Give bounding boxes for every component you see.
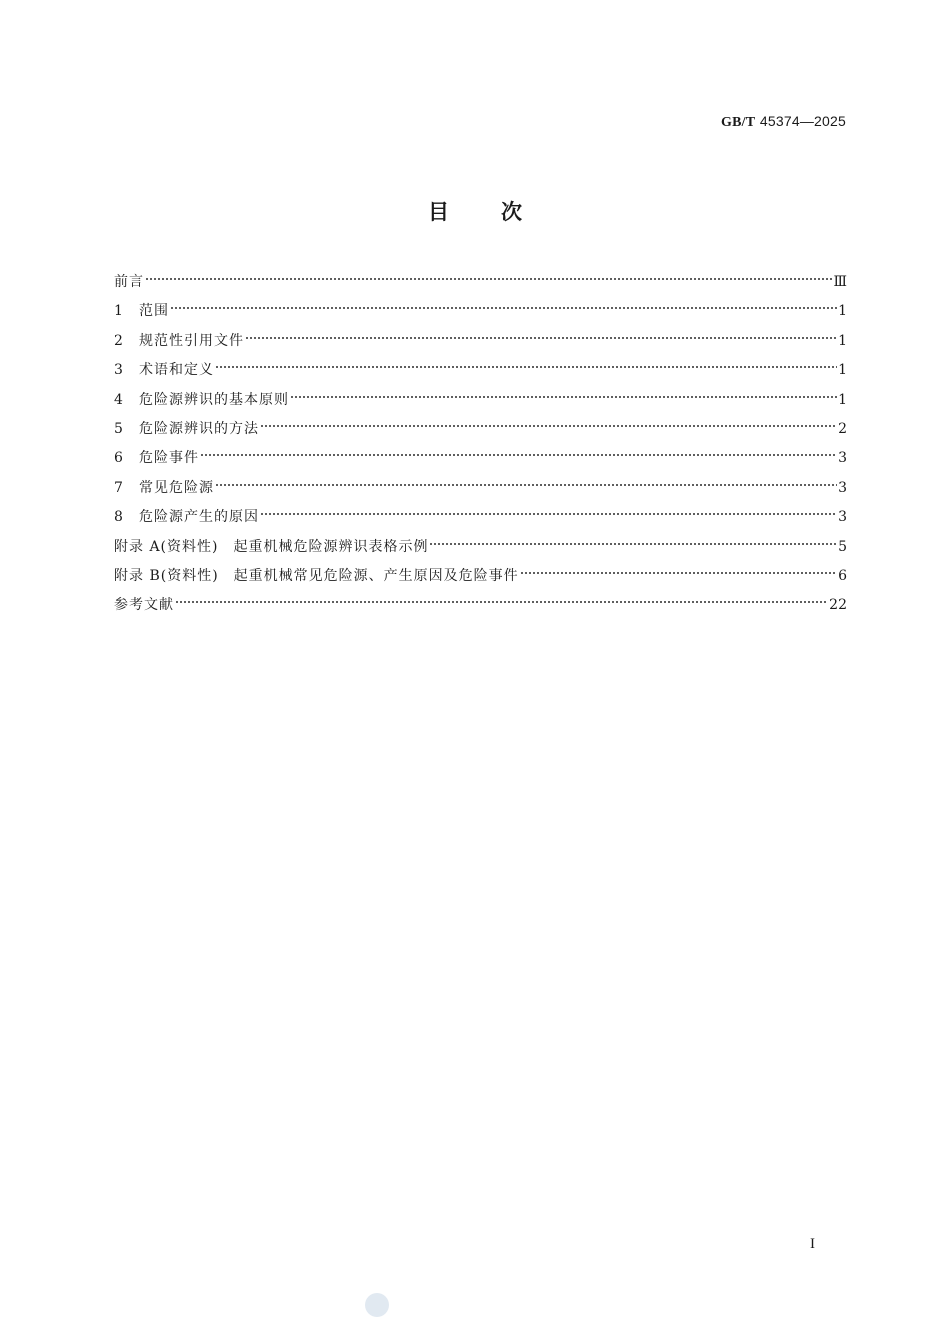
toc-entry-label: 范围 bbox=[139, 303, 169, 320]
toc-dot-leader bbox=[170, 305, 837, 311]
toc-entry-identification-methods[interactable] bbox=[114, 415, 847, 444]
toc-entry-label: 常见危险源 bbox=[139, 479, 214, 496]
toc-entry-number: 7 bbox=[114, 479, 123, 496]
toc-entry-number: 6 bbox=[114, 450, 123, 467]
toc-dot-leader bbox=[200, 452, 837, 458]
toc-dot-leader bbox=[175, 599, 828, 605]
toc-entry-page: 1 bbox=[838, 332, 847, 349]
toc-entry-number: 2 bbox=[114, 332, 123, 349]
toc-entry-number: 3 bbox=[114, 362, 123, 379]
toc-entry-appendix-a[interactable] bbox=[114, 533, 847, 562]
toc-entry-page: 3 bbox=[838, 450, 847, 467]
page-number: I bbox=[810, 1236, 815, 1252]
toc-dot-leader bbox=[260, 423, 837, 429]
toc-entry-basic-principles[interactable] bbox=[114, 386, 847, 415]
toc-entry-label: 附录 A(资料性) 起重机械危险源辨识表格示例 bbox=[114, 538, 429, 555]
toc-entry-page: 6 bbox=[838, 567, 847, 584]
toc-entry-label: 前言 bbox=[114, 274, 144, 290]
toc-entry-page: 1 bbox=[838, 362, 847, 379]
toc-dot-leader bbox=[290, 394, 837, 400]
toc-dot-leader bbox=[215, 364, 837, 370]
toc-entry-hazardous-events[interactable] bbox=[114, 444, 847, 473]
toc-dot-leader bbox=[215, 482, 837, 488]
toc-dot-leader bbox=[520, 570, 837, 576]
toc-entry-page: 3 bbox=[838, 509, 847, 526]
toc-entry-preface[interactable] bbox=[114, 268, 847, 297]
toc-list bbox=[114, 268, 847, 621]
toc-entry-page: 1 bbox=[838, 303, 847, 320]
toc-entry-page: 5 bbox=[838, 538, 847, 555]
toc-entry-page: 3 bbox=[838, 479, 847, 496]
toc-dot-leader bbox=[245, 335, 837, 341]
watermark-logo-icon bbox=[365, 1293, 389, 1317]
toc-entry-number: 8 bbox=[114, 509, 123, 526]
toc-dot-leader bbox=[429, 541, 837, 547]
toc-entry-appendix-b[interactable] bbox=[114, 562, 847, 591]
toc-entry-page: 22 bbox=[829, 597, 847, 614]
toc-entry-label: 危险源辨识的基本原则 bbox=[139, 391, 289, 408]
toc-entry-page: Ⅲ bbox=[833, 274, 847, 290]
toc-entry-normative-references[interactable] bbox=[114, 327, 847, 356]
toc-entry-number: 4 bbox=[114, 391, 123, 408]
toc-entry-terms-definitions[interactable] bbox=[114, 356, 847, 385]
toc-entry-label: 术语和定义 bbox=[139, 362, 214, 379]
toc-entry-label: 危险源辨识的方法 bbox=[139, 420, 259, 437]
toc-entry-number: 1 bbox=[114, 303, 123, 320]
standard-code: 45374—2025 bbox=[759, 113, 846, 129]
toc-entry-hazard-causes[interactable] bbox=[114, 503, 847, 532]
toc-entry-label: 危险事件 bbox=[139, 450, 199, 467]
standard-prefix: GB/T bbox=[721, 115, 756, 130]
toc-entry-scope[interactable] bbox=[114, 297, 847, 326]
toc-entry-label: 危险源产生的原因 bbox=[139, 509, 259, 526]
toc-entry-common-hazards[interactable] bbox=[114, 474, 847, 503]
toc-entry-page: 2 bbox=[838, 420, 847, 437]
toc-entry-label: 附录 B(资料性) 起重机械常见危险源、产生原因及危险事件 bbox=[114, 567, 519, 584]
toc-title: 目次 bbox=[428, 200, 574, 224]
toc-entry-label: 规范性引用文件 bbox=[139, 332, 244, 349]
toc-dot-leader bbox=[260, 511, 837, 517]
toc-entry-label: 参考文献 bbox=[114, 597, 174, 614]
toc-entry-page: 1 bbox=[838, 391, 847, 408]
toc-entry-number: 5 bbox=[114, 420, 123, 437]
toc-dot-leader bbox=[145, 276, 832, 282]
toc-entry-bibliography[interactable] bbox=[114, 591, 847, 620]
standard-number bbox=[721, 113, 846, 131]
